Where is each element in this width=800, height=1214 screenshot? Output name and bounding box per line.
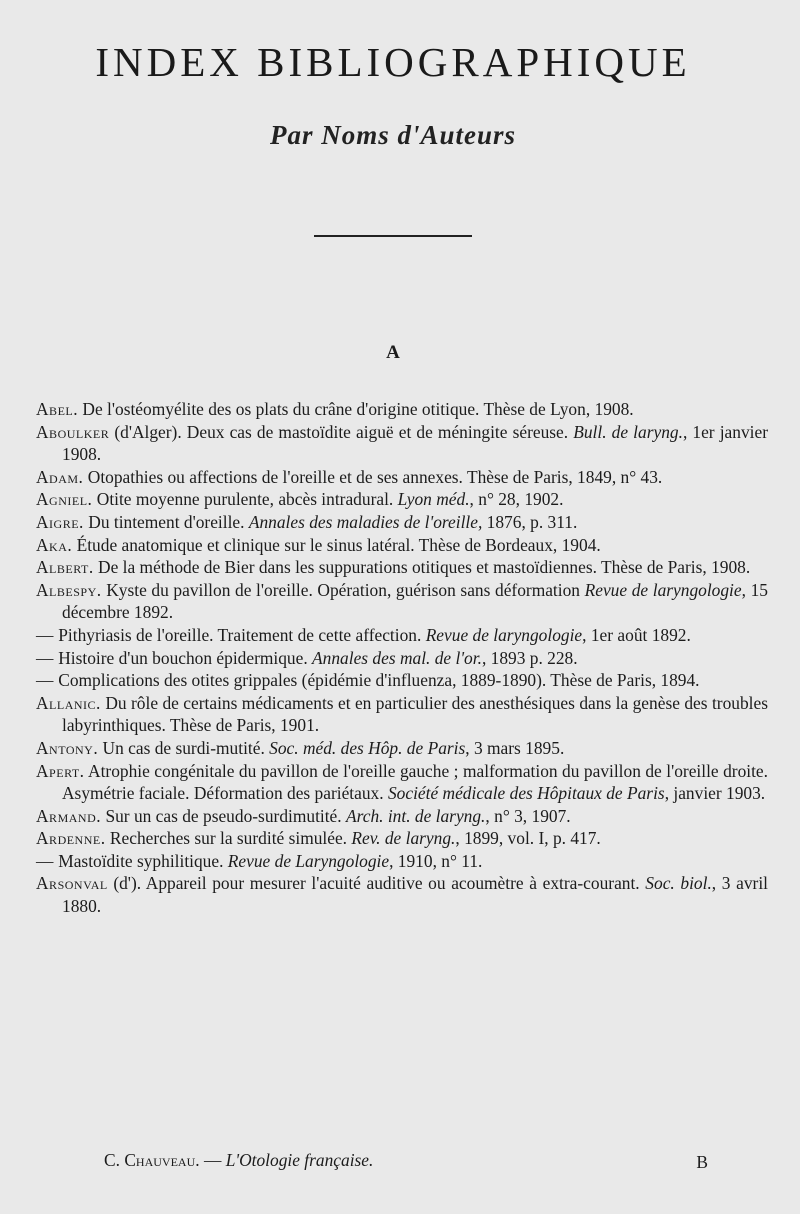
entry-text: Complications des otites grippales (épidémie d'influenza, 1889-1890). Thèse de Paris, 1894. xyxy=(53,670,700,691)
entry-text: Atrophie congénitale du pavillon de l'oreille gauche ; malformation du pavillon de l'oreille droite. Asymétrie faciale. Déformation des pariétaux. xyxy=(62,760,768,804)
entry-author: Albert. xyxy=(36,557,94,578)
entry-journal: Société médicale des Hôpitaux de Paris xyxy=(387,783,665,804)
entry-details: , 1899, vol. I, p. 417. xyxy=(455,828,601,849)
entry-author: Adam. xyxy=(36,466,84,487)
entry-author: — xyxy=(36,647,54,668)
entry-details: , 1893 p. 228. xyxy=(481,647,578,668)
entry-text: Un cas de surdi-mutité. xyxy=(98,737,270,758)
entry-details: , janvier 1903. xyxy=(664,783,766,804)
footer-credit xyxy=(104,1150,373,1171)
entry-text: Histoire d'un bouchon épidermique. xyxy=(53,647,313,668)
bibliography-entry xyxy=(36,421,768,466)
entry-text: De la méthode de Bier dans les suppurations otitiques et mastoïdiennes. Thèse de Paris, 1908. xyxy=(93,557,751,578)
entry-journal: Revue de laryngologie xyxy=(425,624,583,645)
bibliography-entry xyxy=(36,850,768,873)
entry-journal: Lyon méd. xyxy=(397,489,470,510)
bibliography-entry xyxy=(36,534,768,557)
bibliography-entry xyxy=(36,624,768,647)
bibliography-entry xyxy=(36,511,768,534)
bibliography-entry xyxy=(36,669,768,692)
bibliography-entry xyxy=(36,827,768,850)
signature-mark: B xyxy=(696,1152,708,1172)
entry-author: Agniel. xyxy=(36,489,93,510)
entry-author: Antony. xyxy=(36,737,99,758)
entry-author: Allanic. xyxy=(36,692,101,713)
entry-details: , 1er janvier 1908. xyxy=(62,421,768,465)
bibliography-entry xyxy=(36,466,768,489)
entry-journal: Revue de Laryngologie xyxy=(227,850,390,871)
footer-dash: — xyxy=(199,1150,226,1170)
entry-details: , 3 avril 1880. xyxy=(62,873,768,917)
entry-text: Du tintement d'oreille. xyxy=(83,511,249,532)
entry-text: Pithyriasis de l'oreille. Traitement de cette affection. xyxy=(53,624,426,645)
footer-initial: C. xyxy=(104,1150,120,1170)
entry-text: Sur un cas de pseudo-surdimutité. xyxy=(101,805,346,826)
entry-text: Mastoïdite syphilitique. xyxy=(53,850,228,871)
entry-text: Étude anatomique et clinique sur le sinus latéral. Thèse de Bordeaux, 1904. xyxy=(72,534,601,555)
entry-author: — xyxy=(36,850,54,871)
bibliography-entry xyxy=(36,692,768,737)
bibliography-entry xyxy=(36,488,768,511)
entry-details: , n° 3, 1907. xyxy=(485,805,571,826)
bibliography-entry xyxy=(36,579,768,624)
entry-details: , 3 mars 1895. xyxy=(465,737,565,758)
page-subtitle: Par Noms d'Auteurs xyxy=(269,120,517,150)
entry-text: Du rôle de certains médicaments et en particulier des anesthésiques dans la genèse des troubles labyrinthiques. Thèse de Paris, 1901. xyxy=(62,692,768,736)
entry-text: Recherches sur la surdité simulée. xyxy=(105,828,352,849)
entry-text: De l'ostéomyélite des os plats du crâne d'origine otitique. Thèse de Lyon, 1908. xyxy=(78,399,634,419)
bibliography-entry xyxy=(36,760,768,805)
entry-journal: Soc. biol. xyxy=(645,873,712,894)
entry-journal: Arch. int. de laryng. xyxy=(345,805,486,826)
bibliography-entry xyxy=(36,737,768,760)
entry-author: Aka. xyxy=(36,534,73,555)
bibliography-entry xyxy=(36,805,768,828)
entry-author: Armand. xyxy=(36,805,102,826)
entry-journal: Bull. de laryng. xyxy=(573,421,683,442)
entry-author: — xyxy=(36,670,54,691)
entry-author: Apert. xyxy=(36,760,85,781)
page-title: INDEX BIBLIOGRAPHIQUE xyxy=(95,39,691,85)
section-letter: A xyxy=(386,342,400,363)
entry-journal: Annales des maladies de l'oreille, xyxy=(248,511,483,532)
entry-text: Otopathies ou affections de l'oreille et de ses annexes. Thèse de Paris, 1849, n° 43. xyxy=(83,466,663,487)
bibliography-entry xyxy=(36,398,768,421)
entry-journal: Rev. de laryng. xyxy=(351,828,456,849)
page-footer xyxy=(36,1150,768,1174)
entry-author: Ardenne. xyxy=(36,828,106,849)
entry-details: , 1er août 1892. xyxy=(582,624,691,645)
entry-journal: Annales des mal. de l'or. xyxy=(312,647,482,668)
bibliography-entry xyxy=(36,556,768,579)
entry-journal: Revue de laryngologie xyxy=(584,579,742,600)
entry-author: Abel. xyxy=(36,399,79,419)
entry-author: Arsonval xyxy=(36,873,108,894)
bibliography-entry xyxy=(36,872,768,917)
entry-text: (d'Alger). Deux cas de mastoïdite aiguë et de méningite séreuse. xyxy=(109,421,574,442)
entry-author: Aigre. xyxy=(36,511,84,532)
entry-author: Aboulker xyxy=(36,421,110,442)
entry-details: , n° 28, 1902. xyxy=(469,489,564,510)
entry-details: , 1910, n° 11. xyxy=(389,850,483,871)
entry-journal: Soc. méd. des Hôp. de Paris xyxy=(269,737,466,758)
bibliography-entry xyxy=(36,647,768,670)
entry-details: 1876, p. 311. xyxy=(482,511,578,532)
entry-text: Otite moyenne purulente, abcès intradural. xyxy=(92,489,398,510)
entry-details: , 15 décembre 1892. xyxy=(62,579,768,623)
footer-surname: Chauveau. xyxy=(124,1150,200,1170)
footer-work: L'Otologie française. xyxy=(225,1150,374,1170)
entry-author: Albespy. xyxy=(36,579,102,600)
bibliography-list xyxy=(36,398,768,918)
entry-text: (d'). Appareil pour mesurer l'acuité auditive ou acoumètre à extra-courant. xyxy=(107,873,646,894)
entry-text: Kyste du pavillon de l'oreille. Opération, guérison sans déformation xyxy=(101,579,585,600)
divider-rule xyxy=(314,235,472,237)
entry-author: — xyxy=(36,624,54,645)
